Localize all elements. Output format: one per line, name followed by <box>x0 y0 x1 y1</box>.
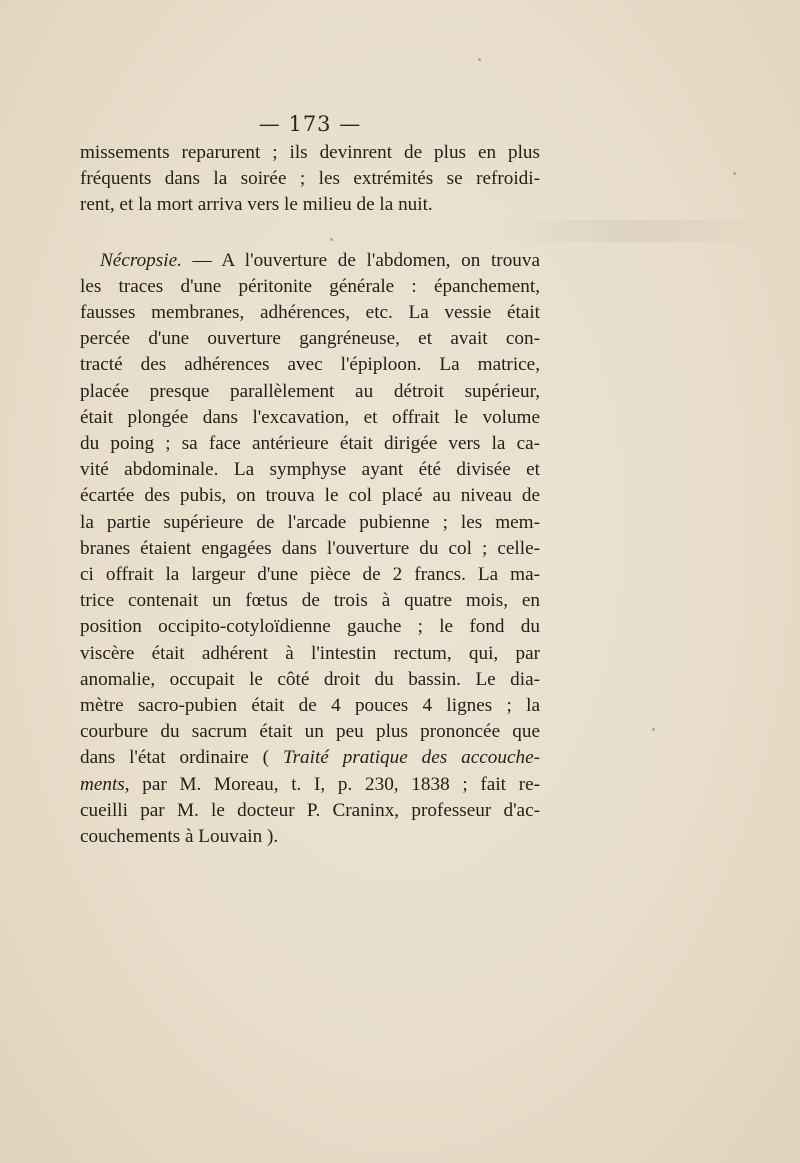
text-line: tracté des adhérences avec l'épiploon. La matrice, <box>80 354 540 376</box>
reference-title: Traité pratique des accouche- <box>282 747 540 769</box>
text-line <box>80 745 540 771</box>
paper-speck <box>733 172 736 175</box>
paragraph-1 <box>80 140 540 219</box>
text-line: courbure du sacrum était un peu plus prononcée que <box>80 721 540 743</box>
bleed-through-mark <box>500 220 780 242</box>
paper-speck <box>478 58 481 61</box>
text-line: percée d'une ouverture gangréneuse, et avait con- <box>80 328 540 350</box>
text-line: les traces d'une péritonite générale : épanchement, <box>80 275 540 297</box>
text-line-rest: — A l'ouverture de l'abdomen, on trouva <box>181 249 540 271</box>
section-heading: Nécropsie. <box>100 249 182 271</box>
reference-title-end: ments, <box>80 773 130 795</box>
text-line: viscère était adhérent à l'intestin rectum, qui, par <box>80 642 540 664</box>
text-line: écartée des pubis, on trouva le col placé au niveau de <box>80 485 540 507</box>
text-line: cueilli par M. le docteur P. Craninx, professeur d'ac- <box>80 799 540 821</box>
text-line: ci offrait la largeur d'une pièce de 2 francs. La ma- <box>80 564 540 586</box>
text-line: vité abdominale. La symphyse ayant été divisée et <box>80 459 540 481</box>
text-line <box>80 772 540 798</box>
text-line: fausses membranes, adhérences, etc. La vessie était <box>80 302 540 324</box>
text-line: placée presque parallèlement au détroit supérieur, <box>80 380 540 402</box>
text-line: la partie supérieure de l'arcade pubienne ; les mem- <box>80 511 540 533</box>
text-line: anomalie, occupait le côté droit du bassin. Le dia- <box>80 668 540 690</box>
paragraph-2 <box>80 248 540 851</box>
text-line: du poing ; sa face antérieure était dirigée vers la ca- <box>80 433 540 455</box>
text-line: branes étaient engagées dans l'ouverture du col ; celle- <box>80 537 540 559</box>
paper-speck <box>652 728 655 731</box>
text-line: rent, et la mort arriva vers le milieu de la nuit. <box>80 194 433 216</box>
body-text <box>80 140 540 850</box>
page-number: — 173 — <box>258 112 362 136</box>
text-line: mètre sacro-pubien était de 4 pouces 4 lignes ; la <box>80 695 540 717</box>
text-line: fréquents dans la soirée ; les extrémités se refroidi- <box>80 168 540 190</box>
text-line <box>80 248 540 274</box>
text-line: couchements à Louvain ). <box>80 826 279 848</box>
text-line-start: dans l'état ordinaire ( <box>80 747 283 769</box>
text-line-rest: par M. Moreau, t. I, p. 230, 1838 ; fait re- <box>129 773 540 795</box>
text-line: trice contenait un fœtus de trois à quatre mois, en <box>80 590 540 612</box>
text-line: position occipito-cotyloïdienne gauche ; le fond du <box>80 616 540 638</box>
text-line: missements reparurent ; ils devinrent de plus en plus <box>80 142 540 163</box>
text-line: était plongée dans l'excavation, et offrait le volume <box>80 406 540 428</box>
